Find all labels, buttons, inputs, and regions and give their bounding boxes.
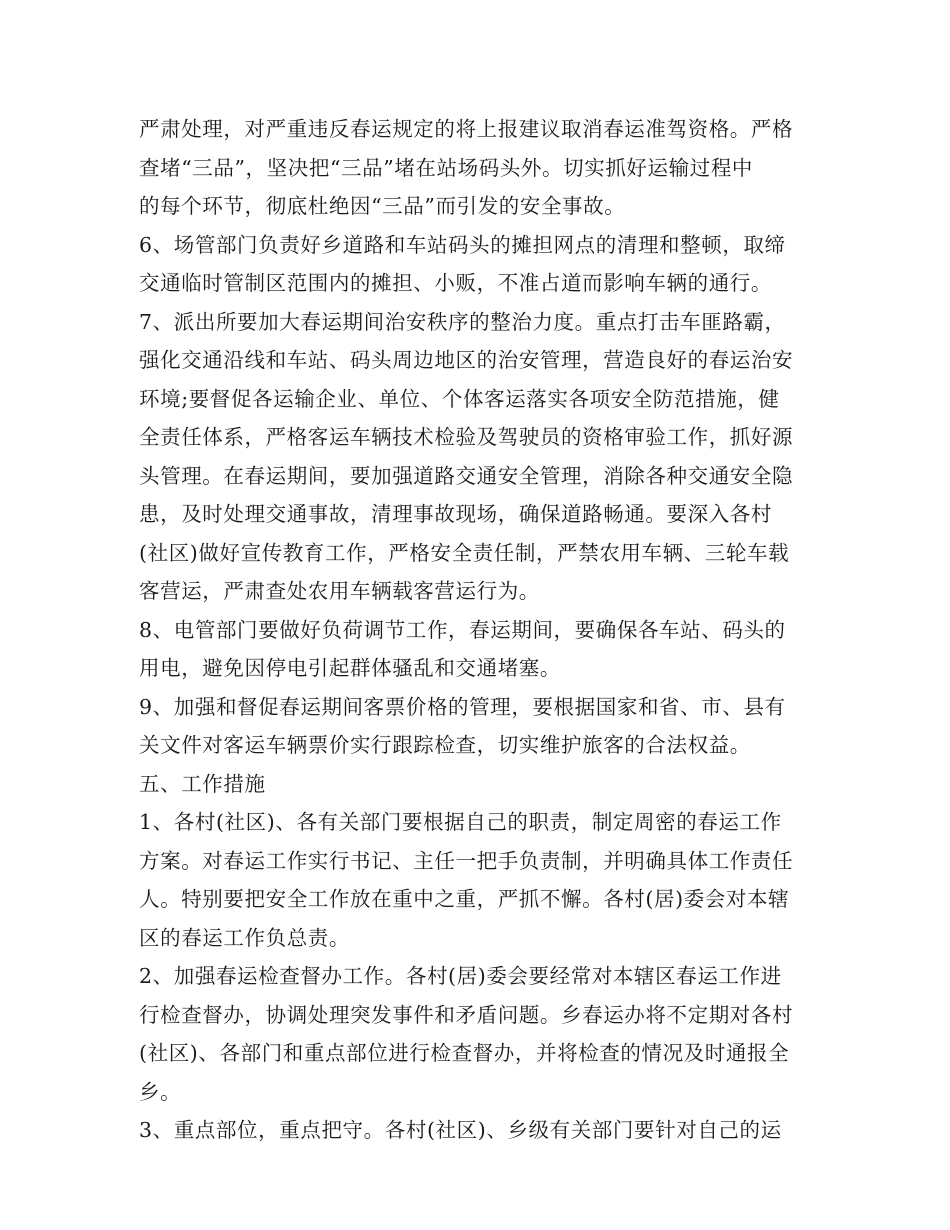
- text-line: 强化交通沿线和车站、码头周边地区的治安管理，营造良好的春运治安: [139, 348, 794, 372]
- text-line: 9、加强和督促春运期间客票价格的管理，要根据国家和省、市、县有: [139, 694, 786, 719]
- text-line: (社区)做好宣传教育工作，严格安全责任制，严禁农用车辆、三轮车载: [139, 540, 790, 565]
- text-line: 行检查督办，协调处理突发事件和矛盾问题。乡春运办将不定期对各村: [139, 1002, 794, 1027]
- text-line: 人。特别要把安全工作放在重中之重，严抓不懈。各村(居)委会对本辖: [139, 887, 790, 911]
- text-line: 交通临时管制区范围内的摊担、小贩，不准占道而影响车辆的通行。: [139, 271, 772, 295]
- text-line: (社区)、各部门和重点部位进行检查督办，并将检查的情况及时通报全: [139, 1041, 790, 1065]
- text-line: 查堵“三品”，坚决把“三品”堵在站场码头外。切实抓好运输过程中: [139, 155, 754, 180]
- section-heading: 五、工作措施: [139, 771, 266, 796]
- text-line: 全责任体系，严格客运车辆技术检验及驾驶员的资格审验工作，抓好源: [139, 425, 794, 449]
- text-line: 区的春运工作负总责。: [139, 925, 350, 950]
- text-line: 环境;要督促各运输企业、单位、个体客运落实各项安全防范措施，健: [139, 386, 780, 411]
- text-line: 头管理。在春运期间，要加强道路交通安全管理，消除各种交通安全隐: [139, 463, 794, 488]
- text-line: 客营运，严肃查处农用车辆载客营运行为。: [139, 579, 540, 603]
- text-line: 的每个环节，彻底杜绝因“三品”而引发的安全事故。: [139, 194, 626, 218]
- text-line: 6、场管部门负责好乡道路和车站码头的摊担网点的清理和整顿，取缔: [139, 232, 786, 257]
- text-line: 关文件对客运车辆票价实行跟踪检查，切实维护旅客的合法权益。: [139, 733, 751, 757]
- document-body: [139, 110, 819, 1150]
- text-line: 患，及时处理交通事故，清理事故现场，确保道路畅通。要深入各村: [139, 502, 772, 526]
- text-line: 7、派出所要加大春运期间治安秩序的整治力度。重点打击车匪路霸，: [139, 309, 786, 334]
- text-line: 方案。对春运工作实行书记、主任一把手负责制，并明确具体工作责任: [139, 848, 794, 873]
- text-line: 用电，避免因停电引起群体骚乱和交通堵塞。: [139, 656, 561, 680]
- text-line: 乡。: [139, 1079, 182, 1104]
- text-line: 严肃处理，对严重违反春运规定的将上报建议取消春运准驾资格。严格: [139, 117, 794, 141]
- text-line: 8、电管部门要做好负荷调节工作，春运期间，要确保各车站、码头的: [139, 617, 786, 642]
- text-line: 3、重点部位，重点把守。各村(社区)、乡级有关部门要针对自己的运: [139, 1118, 782, 1142]
- text-line: 2、加强春运检查督办工作。各村(居)委会要经常对本辖区春运工作进: [139, 964, 782, 988]
- text-line: 1、各村(社区)、各有关部门要根据自己的职责，制定周密的春运工作: [139, 810, 782, 834]
